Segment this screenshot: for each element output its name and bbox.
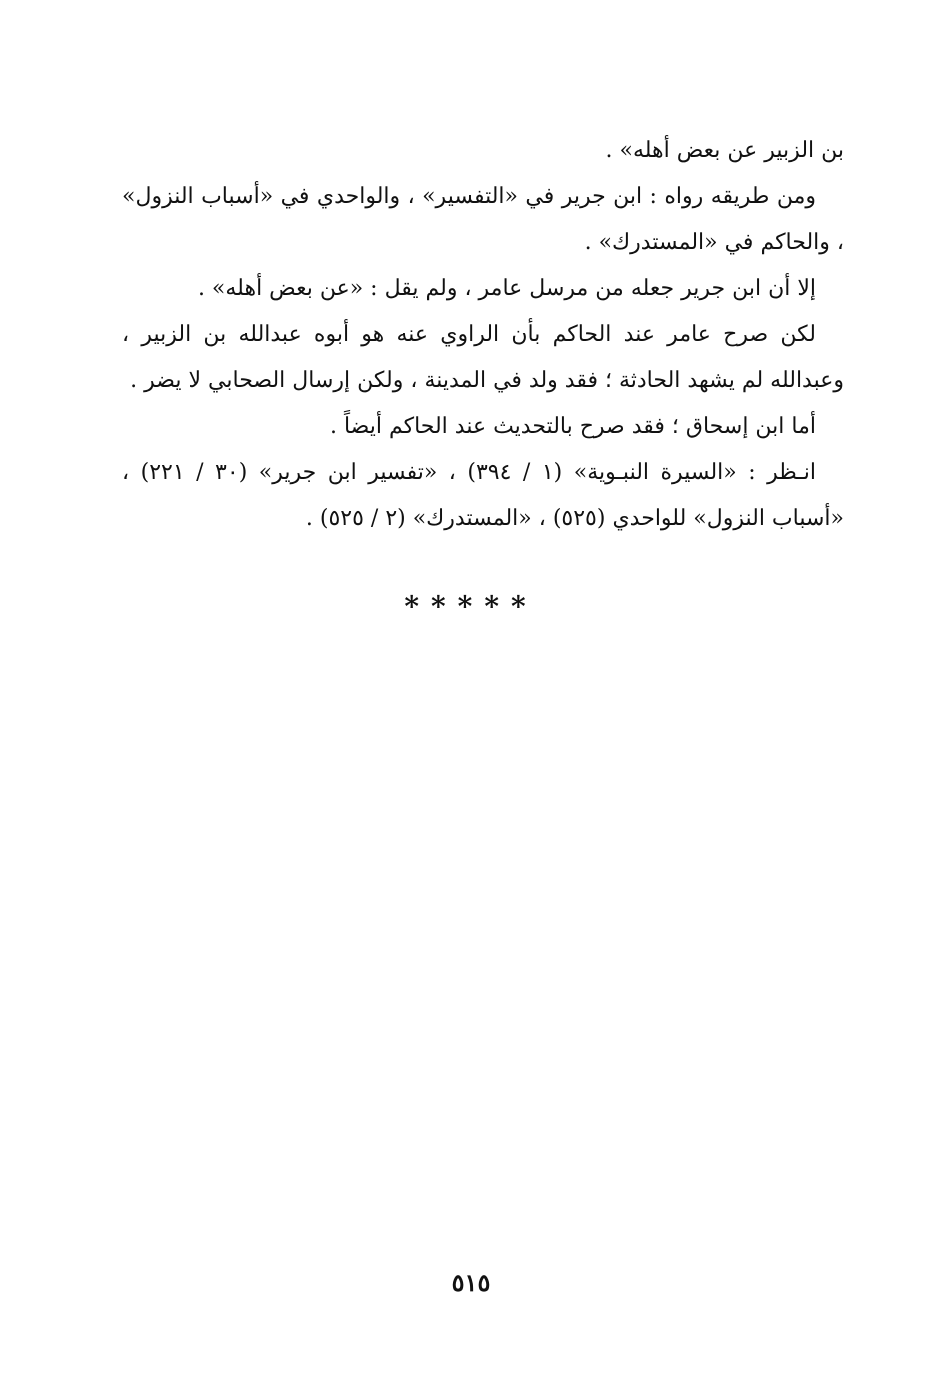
paragraph-references: انـظر : «السيرة النبـوية» (١ / ٣٩٤) ، «تفسير ابن جرير» (٣٠ / ٢٢١) ، «أسباب النزول» للواحدي (٥٢٥) ، «المستدرك» (٢ / ٥٢٥) . xyxy=(122,460,844,531)
page-body xyxy=(122,128,844,542)
section-separator: ***** xyxy=(404,590,538,623)
paragraph-hakim-clarification: لكن صرح عامر عند الحاكم بأن الراوي عنه هو أبوه عبدالله بن الزبير ، وعبدالله لم يشهد الحادثة ؛ فقد ولد في المدينة ، ولكن إرسال الصحابي لا يضر . xyxy=(122,322,844,393)
paragraph-mursal-amir: إلا أن ابن جرير جعله من مرسل عامر ، ولم يقل : «عن بعض أهله» . xyxy=(197,276,816,301)
paragraph-ibn-jarir-tafsir: ومن طريقه رواه : ابن جرير في «التفسير» ، والواحدي في «أسباب النزول» ، والحاكم في «المستدرك» . xyxy=(122,184,844,255)
page-number: ٥١٥ xyxy=(451,1268,491,1297)
paragraph-ibn-ishaq: أما ابن إسحاق ؛ فقد صرح بالتحديث عند الحاكم أيضاً . xyxy=(329,414,816,439)
paragraph-continuation: بن الزبير عن بعض أهله» . xyxy=(605,138,844,163)
